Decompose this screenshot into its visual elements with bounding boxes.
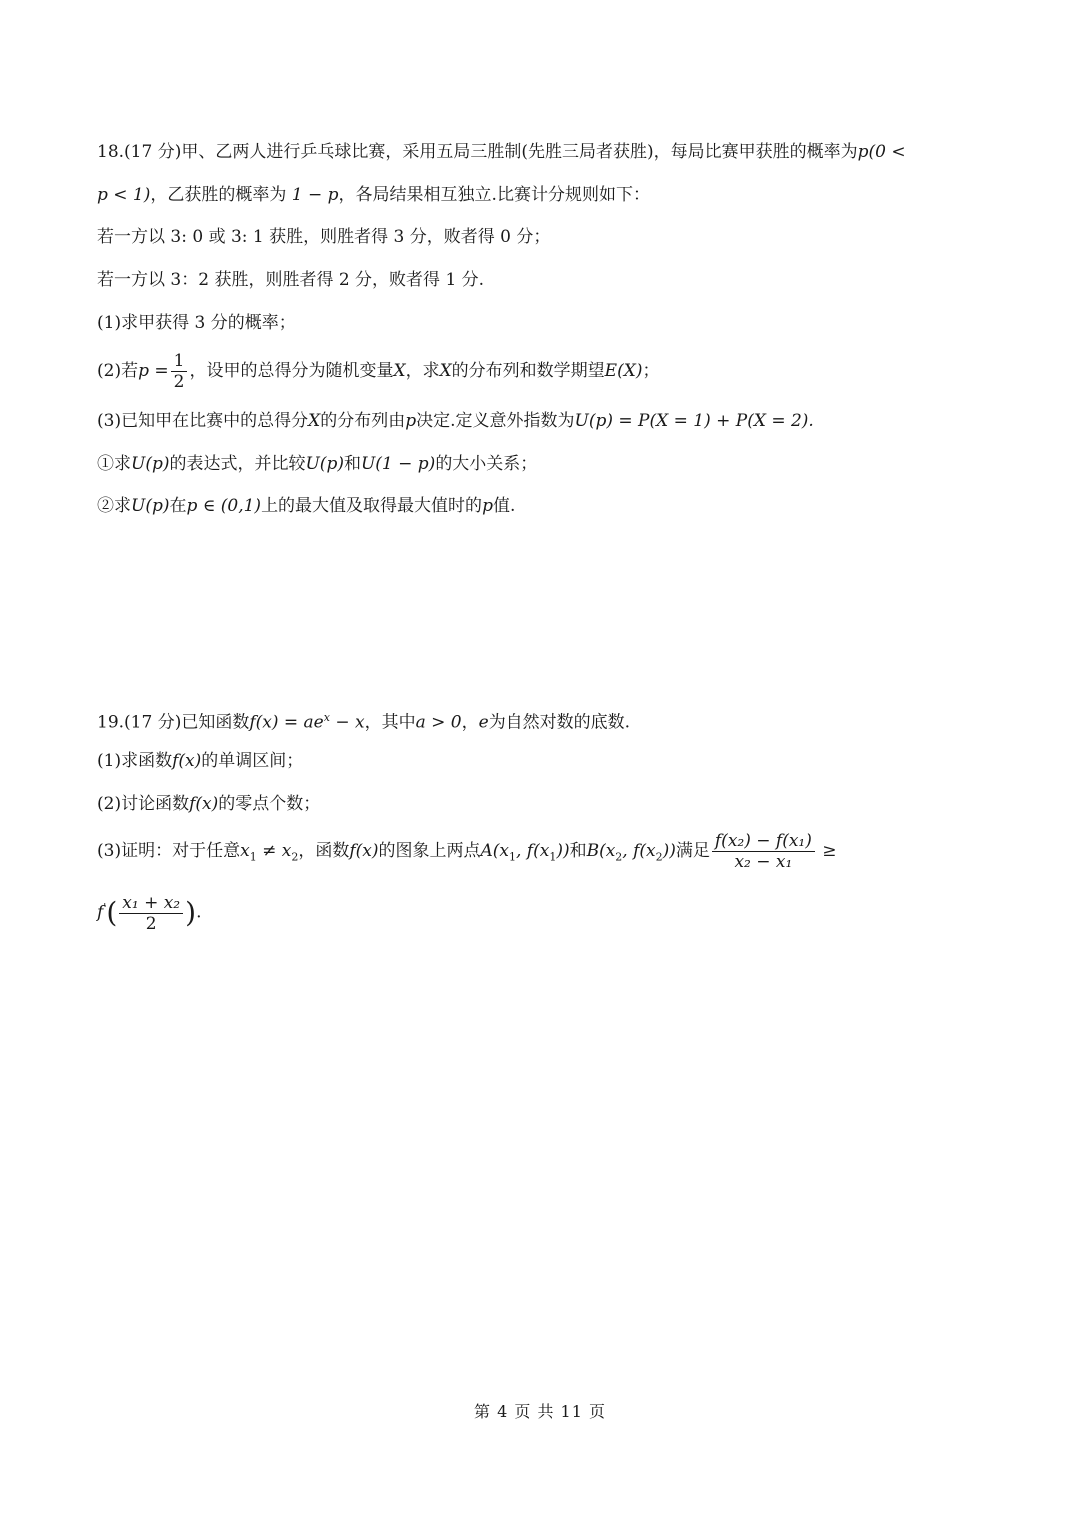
q18-part3-b: 的分布列由 xyxy=(320,411,406,431)
q19-part3-geq: ≥ xyxy=(816,841,837,861)
q18-part2-X2: X xyxy=(439,361,452,381)
q18-line2-math2: 1 − p xyxy=(291,185,339,205)
fraction-denominator: 2 xyxy=(171,371,188,392)
q19-part3-s1: 1 xyxy=(249,850,257,864)
q18-part3-a: (3)已知甲在比赛中的总得分 xyxy=(97,411,309,431)
q18-rule1: 若一方以 3: 0 或 3: 1 获胜，则胜者得 3 分，败者得 0 分； xyxy=(97,227,551,247)
q18-sub2-c: 上的最大值及取得最大值时的 xyxy=(261,496,483,516)
q18-part1: (1)求甲获得 3 分的概率； xyxy=(97,313,296,333)
q19-part3-s2: 2 xyxy=(291,850,299,864)
fraction-denominator: 2 xyxy=(119,913,183,934)
left-paren: ( xyxy=(106,896,118,930)
q19-part1-f: f(x) xyxy=(172,751,202,771)
q18-part3-formula: U(p) = P(X = 1) + P(X = 2). xyxy=(574,411,814,431)
q19-line1 xyxy=(97,706,630,735)
q18-line2 xyxy=(97,183,650,207)
q18-sub2-a: ②求 xyxy=(97,496,131,516)
q18-part2-text-c: 的分布列和数学期望 xyxy=(451,361,605,381)
q19-part3-c: 的图象上两点 xyxy=(378,841,481,861)
q19-line1-e: e xyxy=(478,712,489,733)
q19-part3-a: (3)证明：对于任意 xyxy=(97,841,241,861)
q18-part2-p: p = xyxy=(138,361,169,381)
q18-part3 xyxy=(97,409,814,433)
q19-line1-d: 为自然对数的底数. xyxy=(488,712,631,733)
q19-part3-e: 满足 xyxy=(675,841,710,861)
q18-sub2-p: p xyxy=(482,496,493,516)
q19-part2 xyxy=(97,792,320,816)
q18-sub1-U3: U(1 − p) xyxy=(360,454,436,474)
q18-sub2 xyxy=(97,494,515,518)
q19-part2-a: (2)讨论函数 xyxy=(97,794,190,814)
q19-line1-f2: − x xyxy=(329,712,365,733)
q19-part3 xyxy=(97,829,837,879)
q19-part3-B1: 2 xyxy=(615,850,623,864)
q19-last-line xyxy=(97,886,201,935)
q18-rule2: 若一方以 3：2 获胜，则胜者得 2 分，败者得 1 分. xyxy=(97,270,485,290)
q18-sub2-d: 值. xyxy=(492,496,516,516)
q18-part2-fraction xyxy=(171,351,188,392)
q18-line1-text: 18.(17 分)甲、乙两人进行乒乓球比赛，采用五局三胜制(先胜三局者获胜)，每局比赛甲获胜的概率为 xyxy=(97,142,858,162)
q19-part3-A: A(x xyxy=(480,841,509,861)
q18-line2-text-a: ，乙获胜的概率为 xyxy=(150,185,292,205)
q19-part3-A1: 1 xyxy=(508,850,516,864)
q19-part3-b: ，函数 xyxy=(298,841,350,861)
fraction-denominator: x₂ − x₁ xyxy=(712,851,815,872)
q19-line1-cond: a > 0 xyxy=(415,712,462,733)
q18-part2-text-a: ，设甲的总得分为随机变量 xyxy=(189,361,394,381)
q19-part3-B4: )) xyxy=(662,841,676,861)
fraction-numerator: x₁ + x₂ xyxy=(122,892,181,913)
q19-part1-a: (1)求函数 xyxy=(97,751,173,771)
q19-part3-B2: , f(x xyxy=(622,841,656,861)
q19-part2-b: 的零点个数； xyxy=(218,794,321,814)
q19-last-end: . xyxy=(196,902,202,923)
q19-part3-B: B(x xyxy=(586,841,616,861)
q18-sub1-U2: U(p) xyxy=(305,454,344,474)
q19-part1 xyxy=(97,749,303,773)
q18-part3-p: p xyxy=(405,411,417,431)
q18-sub1-U: U(p) xyxy=(131,454,170,474)
q18-sub1-a: ①求 xyxy=(97,454,131,474)
q18-part2-text-b: ，求 xyxy=(405,361,440,381)
q18-line2-math: p < 1) xyxy=(97,185,151,205)
q18-sub1-d: 的大小关系； xyxy=(435,454,538,474)
q18-part2-end: ； xyxy=(642,361,660,381)
q19-part3-fraction xyxy=(712,831,815,872)
q18-sub1 xyxy=(97,452,537,476)
q18-sub1-c: 和 xyxy=(343,454,361,474)
q19-line1-c: ， xyxy=(461,712,479,733)
q18-sub2-b: 在 xyxy=(169,496,187,516)
q19-part3-B3: 2 xyxy=(655,850,663,864)
q19-part3-ne: ≠ x xyxy=(256,841,292,861)
fraction-numerator: f(x₂) − f(x₁) xyxy=(714,831,812,851)
q19-line1-f: f(x) = ae xyxy=(249,712,324,733)
q18-part2-X: X xyxy=(393,361,406,381)
q19-last-f: f xyxy=(97,902,104,923)
q19-part2-f: f(x) xyxy=(189,794,219,814)
q18-line2-text-b: ，各局结果相互独立.比赛计分规则如下： xyxy=(338,185,650,205)
q18-line1 xyxy=(97,140,906,164)
q19-part1-b: 的单调区间； xyxy=(201,751,304,771)
q19-part3-f: f(x) xyxy=(349,841,379,861)
q18-part3-X: X xyxy=(308,411,321,431)
q18-sub2-range: p ∈ (0,1) xyxy=(186,496,262,516)
q18-line1-math: p(0 < xyxy=(857,142,906,162)
q19-part3-x1: x xyxy=(240,841,250,861)
q18-part2 xyxy=(97,349,659,393)
q19-part3-A2: , f(x xyxy=(515,841,550,861)
q19-part3-A4: )) xyxy=(556,841,570,861)
q19-part3-A3: 1 xyxy=(549,850,557,864)
q19-last-fraction xyxy=(119,893,183,934)
q19-line1-a: 19.(17 分)已知函数 xyxy=(97,712,250,733)
q18-part3-c: 决定.定义意外指数为 xyxy=(416,411,575,431)
q19-line1-sup: x xyxy=(323,711,330,724)
q19-last-prime: ' xyxy=(103,901,107,914)
q18-sub1-b: 的表达式，并比较 xyxy=(169,454,306,474)
q18-sub2-U: U(p) xyxy=(131,496,170,516)
q19-line1-b: ，其中 xyxy=(364,712,416,733)
right-paren: ) xyxy=(185,896,197,930)
q19-part3-d: 和 xyxy=(569,841,587,861)
fraction-numerator: 1 xyxy=(173,351,185,371)
q18-part2-E: E(X) xyxy=(604,361,643,381)
page-footer: 第 4 页 共 11 页 xyxy=(474,1402,606,1421)
q18-part2-prefix: (2)若 xyxy=(97,361,139,381)
